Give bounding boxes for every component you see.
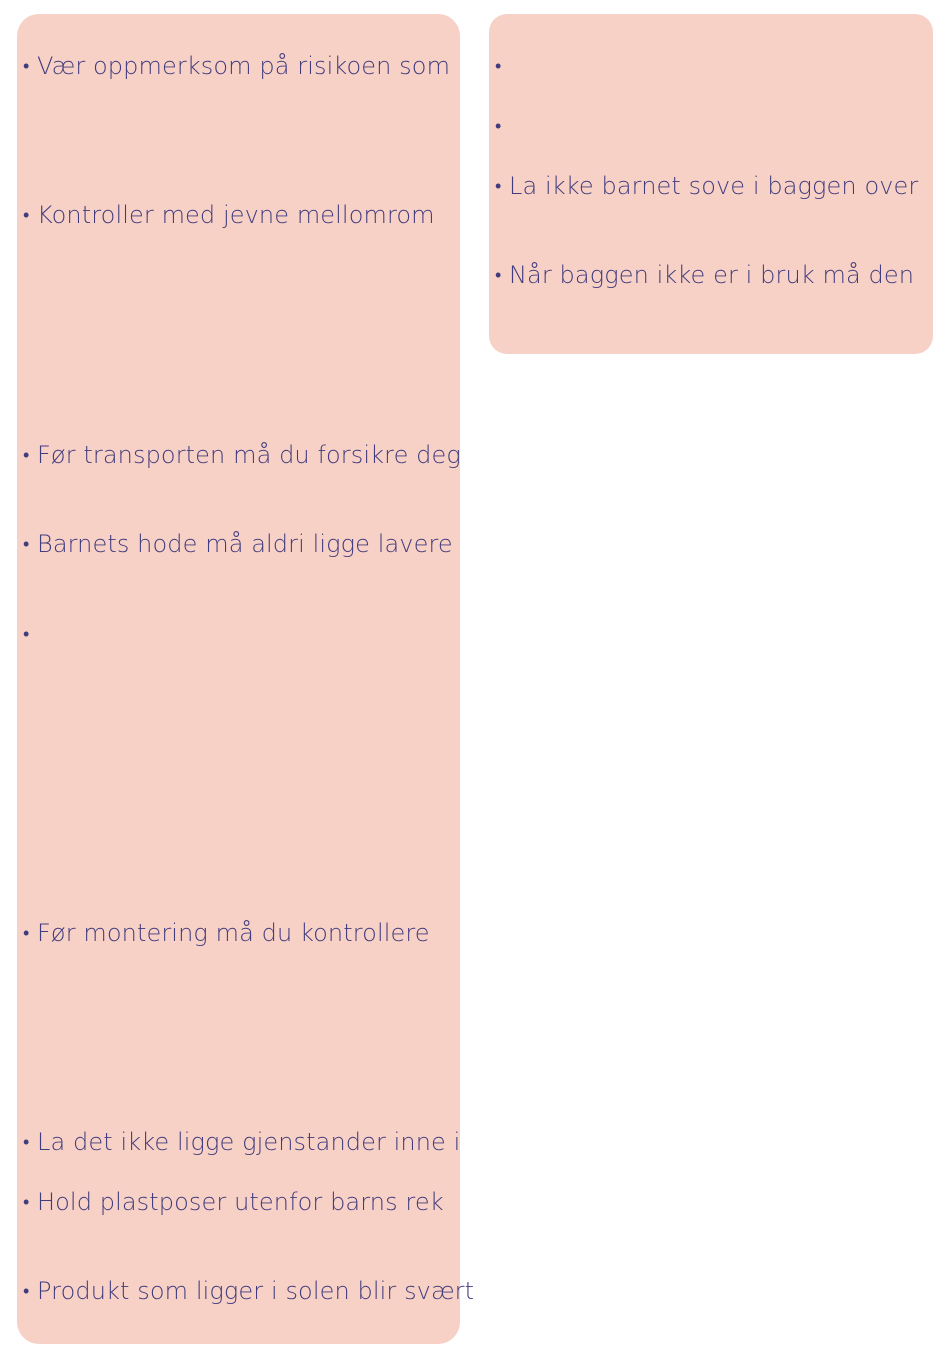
- list-item-text: Produkt som ligger i solen blir svært: [37, 1277, 475, 1305]
- list-item: [23, 52, 450, 81]
- list-item-text: Hold plastposer utenfor barns rek: [37, 1188, 444, 1216]
- list-item-text: Før transporten må du forsikre deg: [37, 441, 461, 469]
- list-item: [23, 1277, 474, 1306]
- list-item: [23, 620, 37, 649]
- list-item: [23, 1188, 444, 1217]
- left-panel: [17, 14, 475, 1344]
- bullet-icon: •: [23, 205, 30, 226]
- list-item: [23, 441, 461, 470]
- list-item-text: Før montering må du kontrollere: [37, 919, 430, 947]
- list-item: [23, 201, 435, 230]
- bullet-icon: •: [23, 534, 30, 555]
- list-item: [23, 919, 430, 948]
- bullet-icon: •: [23, 445, 30, 466]
- list-item: [495, 52, 509, 81]
- list-item: [495, 112, 509, 141]
- bullet-icon: •: [495, 116, 502, 137]
- list-item-text: Kontroller med jevne mellomrom: [37, 201, 435, 229]
- list-item: [23, 1128, 460, 1157]
- bullet-icon: •: [495, 265, 502, 286]
- bullet-icon: •: [23, 624, 30, 645]
- list-item-text: Vær oppmerksom på risikoen som: [37, 52, 451, 80]
- bullet-icon: •: [23, 1281, 30, 1302]
- list-item: [495, 261, 914, 290]
- list-item: [495, 172, 918, 201]
- bullet-icon: •: [495, 56, 502, 77]
- bullet-icon: •: [23, 923, 30, 944]
- list-item-text: Når baggen ikke er i bruk må den: [509, 261, 915, 289]
- list-item: [23, 530, 453, 559]
- bullet-icon: •: [23, 56, 30, 77]
- list-item-text: Barnets hode må aldri ligge lavere: [37, 530, 453, 558]
- bullet-icon: •: [495, 176, 502, 197]
- bullet-icon: •: [23, 1192, 30, 1213]
- list-item-text: La ikke barnet sove i baggen over: [509, 172, 919, 200]
- bullet-icon: •: [23, 1132, 30, 1153]
- list-item-text: La det ikke ligge gjenstander inne i: [37, 1128, 461, 1156]
- right-panel: [489, 14, 933, 354]
